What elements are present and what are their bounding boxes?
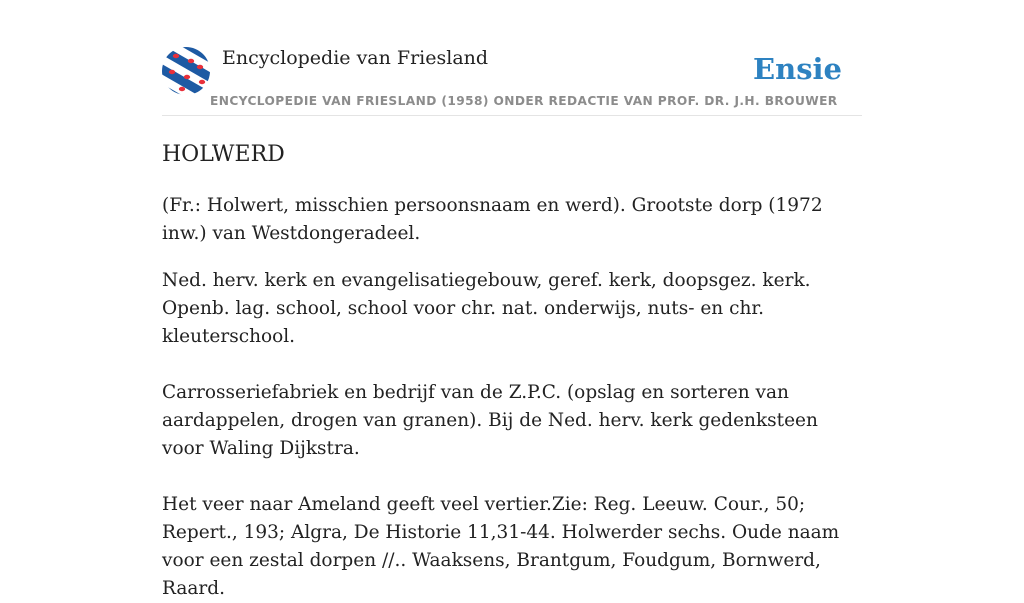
encyclopedia-subtitle: ENCYCLOPEDIE VAN FRIESLAND (1958) ONDER REDACTIE VAN PROF. DR. J.H. BROUWER xyxy=(210,94,838,108)
frisian-flag-icon[interactable] xyxy=(162,47,210,95)
article-headword: HOLWERD xyxy=(162,142,285,167)
article-paragraph: (Fr.: Holwert, misschien persoonsnaam en werd). Grootste dorp (1972 inw.) van Westdongeradeel. xyxy=(162,195,823,244)
ensie-logo-link[interactable]: Ensie xyxy=(753,52,842,86)
article-paragraph: Carrosseriefabriek en bedrijf van de Z.P.C. (opslag en sorteren van aardappelen, drogen van granen). Bij de Ned. herv. kerk gedenksteen voor Waling Dijkstra. xyxy=(162,382,818,459)
article-content xyxy=(162,140,862,603)
header-divider xyxy=(162,115,862,116)
article-paragraph: Ned. herv. kerk en evangelisatiegebouw, geref. kerk, doopsgez. kerk. Openb. lag. school, school voor chr. nat. onderwijs, nuts- en chr. kleuterschool. xyxy=(162,270,811,347)
article-paragraph: Het veer naar Ameland geeft veel vertier.Zie: Reg. Leeuw. Cour., 50; Repert., 193; Algra, De Historie 11,31-44. Holwerder sechs. Oude naam voor een zestal dorpen //.. Waaksens, Brantgum, Foudgum, Bornwerd, Raard. xyxy=(162,494,840,599)
site-title-link[interactable]: Encyclopedie van Friesland xyxy=(222,47,489,69)
